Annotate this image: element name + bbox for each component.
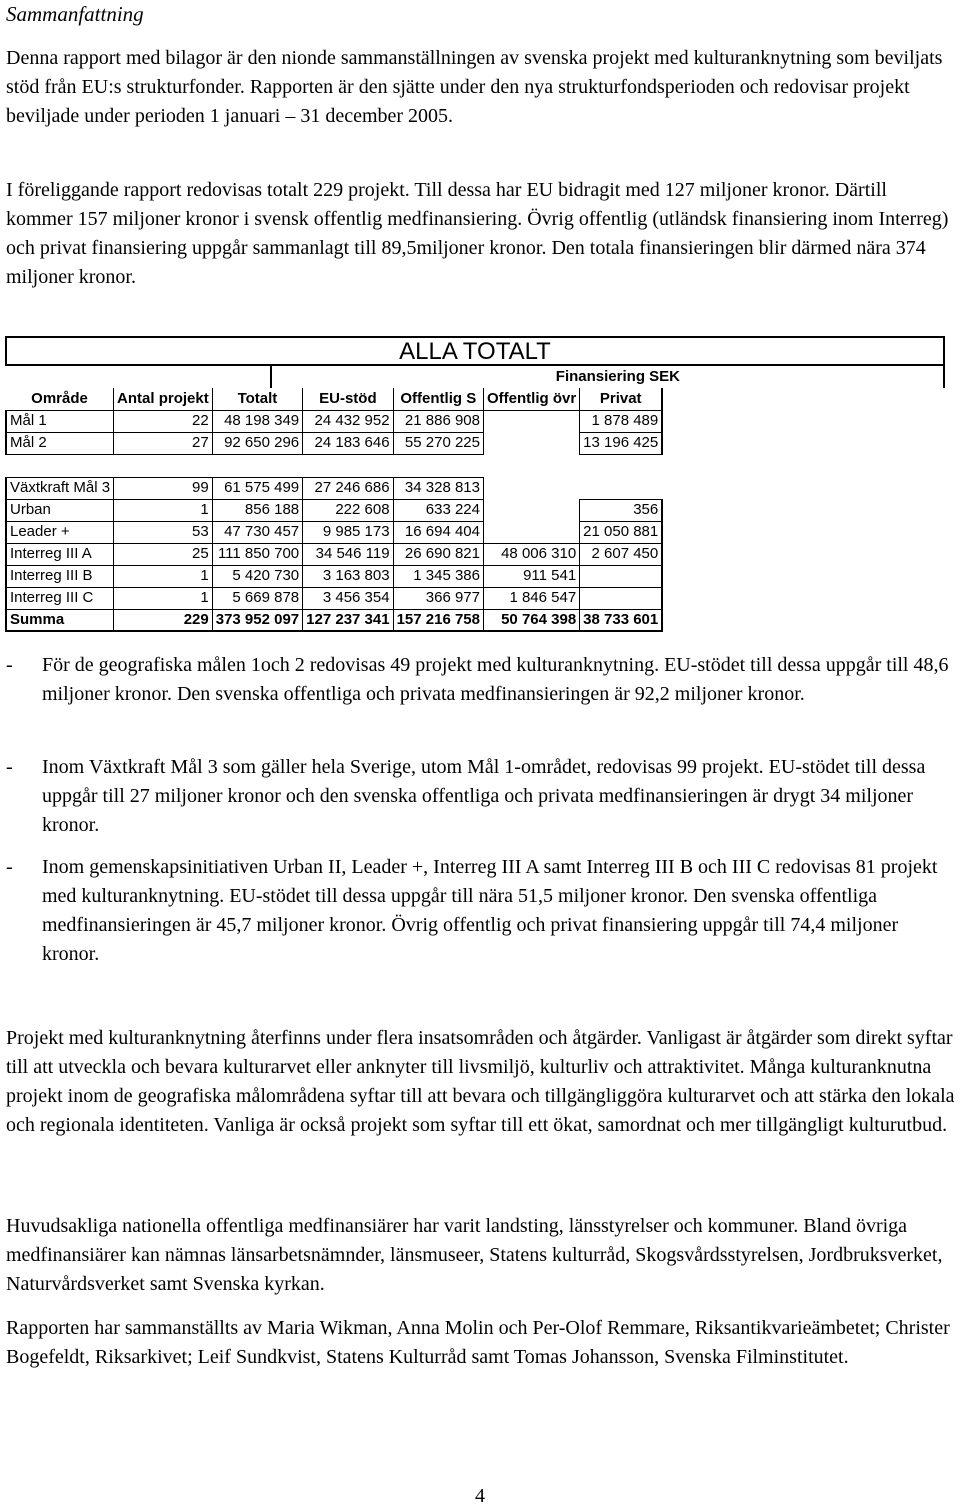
table-cell: 21 886 908: [393, 410, 483, 432]
table-cell: 111 850 700: [212, 543, 302, 565]
projects-paragraph: Projekt med kulturanknytning återfinns under flera insatsområden och åtgärder. Vanligast är åtgärder som direkt syftar till att utveckla och bevara kulturarvet eller anknyter till livsmiljö, kulturliv och attraktivitet. Många kulturanknutna projekt inom de geografiska målområdena syftar till att bevara och tillgängliggöra kulturarvet och att stärka den lokala och regionala identiteten. Vanliga är också projekt som syftar till ett ökat, samordnat och mer tillgängligt kulturutbud.: [6, 1027, 955, 1136]
table-row: [6, 410, 662, 432]
table-cell: 53: [114, 521, 213, 543]
col-header: Offentlig övr: [484, 388, 580, 410]
col-header: Område: [6, 388, 114, 410]
bullet-text: För de geografiska målen 1och 2 redovisas 49 projekt med kulturanknytning. EU-stödet till dessa uppgår till 48,6 miljoner kronor. Den svenska offentliga och privata medfinansieringen är 92,2 miljoner kronor.: [42, 654, 949, 705]
table-title: ALLA TOTALT: [5, 336, 945, 366]
bullet-dash: -: [6, 856, 13, 878]
table-cell: 633 224: [393, 499, 483, 521]
totals-paragraph: I föreliggande rapport redovisas totalt 229 projekt. Till dessa har EU bidragit med 127 miljoner kronor. Därtill kommer 157 miljoner kronor i svensk offentlig medfinansiering. Övrig offentlig (utländsk finansiering inom Interreg) och privat finansiering uppgår sammanlagt till 89,5miljoner kronor. Den totala finansieringen blir därmed nära 374 miljoner kronor.: [6, 179, 949, 288]
row-label: Växtkraft Mål 3: [6, 477, 114, 499]
table-row: [6, 432, 662, 454]
sum-row: [6, 609, 662, 631]
table-cell: 1: [114, 565, 213, 587]
section-heading: Sammanfattning: [6, 2, 144, 26]
row-label: Interreg III A: [6, 543, 114, 565]
table-cell: 856 188: [212, 499, 302, 521]
table-cell: [580, 565, 663, 587]
intro-paragraph: Denna rapport med bilagor är den nionde sammanställningen av svenska projekt med kulturanknytning som beviljats stöd från EU:s strukturfonder. Rapporten är den sjätte under den nya strukturfondsperioden och redovisar projekt beviljade under perioden 1 januari – 31 december 2005.: [6, 47, 943, 127]
table-cell: 22: [114, 410, 213, 432]
table-cell: 1 846 547: [484, 587, 580, 609]
bullet-text: Inom gemenskapsinitiativen Urban II, Leader +, Interreg III A samt Interreg III B och III C redovisas 81 projekt med kulturanknytning. EU-stödet till dessa uppgår till nära 51,5 miljoner kronor. Den svenska offentliga medfinansieringen är 45,7 miljoner kronor. Övrig offentlig och privat finansiering uppgår till 74,4 miljoner kronor.: [42, 856, 938, 965]
row-label: Mål 1: [6, 410, 114, 432]
table-cell: 5 420 730: [212, 565, 302, 587]
row-label: Mål 2: [6, 432, 114, 454]
table-cell: 27 246 686: [303, 477, 393, 499]
col-header: Totalt: [212, 388, 302, 410]
table-cell: 55 270 225: [393, 432, 483, 454]
sum-cell: 373 952 097: [212, 609, 302, 631]
table-cell: 26 690 821: [393, 543, 483, 565]
table-cell: 3 163 803: [303, 565, 393, 587]
col-header: Offentlig S: [393, 388, 483, 410]
table-row: [6, 565, 662, 587]
table-cell: 34 328 813: [393, 477, 483, 499]
data-table: [5, 388, 663, 632]
page-number: 4: [475, 1485, 485, 1507]
col-header: Antal projekt: [114, 388, 213, 410]
table-cell: 1 345 386: [393, 565, 483, 587]
financing-label: Finansiering SEK: [555, 368, 680, 385]
authors-paragraph: Rapporten har sammanställts av Maria Wikman, Anna Molin och Per-Olof Remmare, Riksantikvarieämbetet; Christer Bogefeldt, Riksarkivet; Leif Sundkvist, Statens Kulturråd samt Tomas Johansson, Svenska Filminstitutet.: [6, 1317, 950, 1368]
sum-label: Summa: [6, 609, 114, 631]
sum-cell: 157 216 758: [393, 609, 483, 631]
sum-cell: 50 764 398: [484, 609, 580, 631]
table-cell: [484, 499, 580, 521]
table-cell: 24 183 646: [303, 432, 393, 454]
table-cell: 48 006 310: [484, 543, 580, 565]
table-row: [6, 477, 662, 499]
spacer-row: [6, 454, 662, 477]
table-cell: 92 650 296: [212, 432, 302, 454]
table-cell: 1 878 489: [580, 410, 663, 432]
table-cell: 34 546 119: [303, 543, 393, 565]
table-cell: 356: [580, 499, 663, 521]
table-cell: [484, 432, 580, 454]
table-cell: 3 456 354: [303, 587, 393, 609]
table-cell: 21 050 881: [580, 521, 663, 543]
table-cell: [484, 477, 580, 499]
row-label: Interreg III B: [6, 565, 114, 587]
row-label: Urban: [6, 499, 114, 521]
table-cell: 16 694 404: [393, 521, 483, 543]
table-cell: 25: [114, 543, 213, 565]
row-label: Leader +: [6, 521, 114, 543]
table-cell: 1: [114, 587, 213, 609]
table-cell: 61 575 499: [212, 477, 302, 499]
table-cell: 5 669 878: [212, 587, 302, 609]
cofinanciers-paragraph: Huvudsakliga nationella offentliga medfinansiärer har varit landsting, länsstyrelser och kommuner. Bland övriga medfinansiärer kan nämnas länsarbetsnämnder, länsmuseer, Statens kulturråd, Skogsvårdsstyrelsen, Jordbruksverket, Naturvårdsverket samt Svenska kyrkan.: [6, 1215, 943, 1295]
sum-cell: 127 237 341: [303, 609, 393, 631]
table-row: [6, 499, 662, 521]
table-cell: 1: [114, 499, 213, 521]
bullet-text: Inom Växtkraft Mål 3 som gäller hela Sverige, utom Mål 1-området, redovisas 99 projekt. EU-stödet till dessa uppgår till 27 miljoner kronor och den svenska offentliga och privata medfinansieringen är drygt 34 miljoner kronor.: [42, 756, 926, 836]
table-cell: 27: [114, 432, 213, 454]
bullet-dash: -: [6, 756, 13, 778]
table-cell: [484, 410, 580, 432]
table-cell: 13 196 425: [580, 432, 663, 454]
col-header: EU-stöd: [303, 388, 393, 410]
table-cell: [484, 521, 580, 543]
col-header: Privat: [580, 388, 663, 410]
sum-cell: 229: [114, 609, 213, 631]
table-cell: 24 432 952: [303, 410, 393, 432]
table-row: [6, 521, 662, 543]
table-cell: [580, 587, 663, 609]
table-cell: 222 608: [303, 499, 393, 521]
table-cell: 47 730 457: [212, 521, 302, 543]
table-subheader: [270, 366, 945, 388]
table-cell: [580, 477, 663, 499]
table-cell: 48 198 349: [212, 410, 302, 432]
header-row: [6, 388, 662, 410]
table-cell: 366 977: [393, 587, 483, 609]
table-cell: 2 607 450: [580, 543, 663, 565]
table-row: [6, 543, 662, 565]
sum-cell: 38 733 601: [580, 609, 663, 631]
row-label: Interreg III C: [6, 587, 114, 609]
table-cell: 9 985 173: [303, 521, 393, 543]
table-row: [6, 587, 662, 609]
bullet-dash: -: [6, 654, 13, 676]
table-cell: 911 541: [484, 565, 580, 587]
table-cell: 99: [114, 477, 213, 499]
